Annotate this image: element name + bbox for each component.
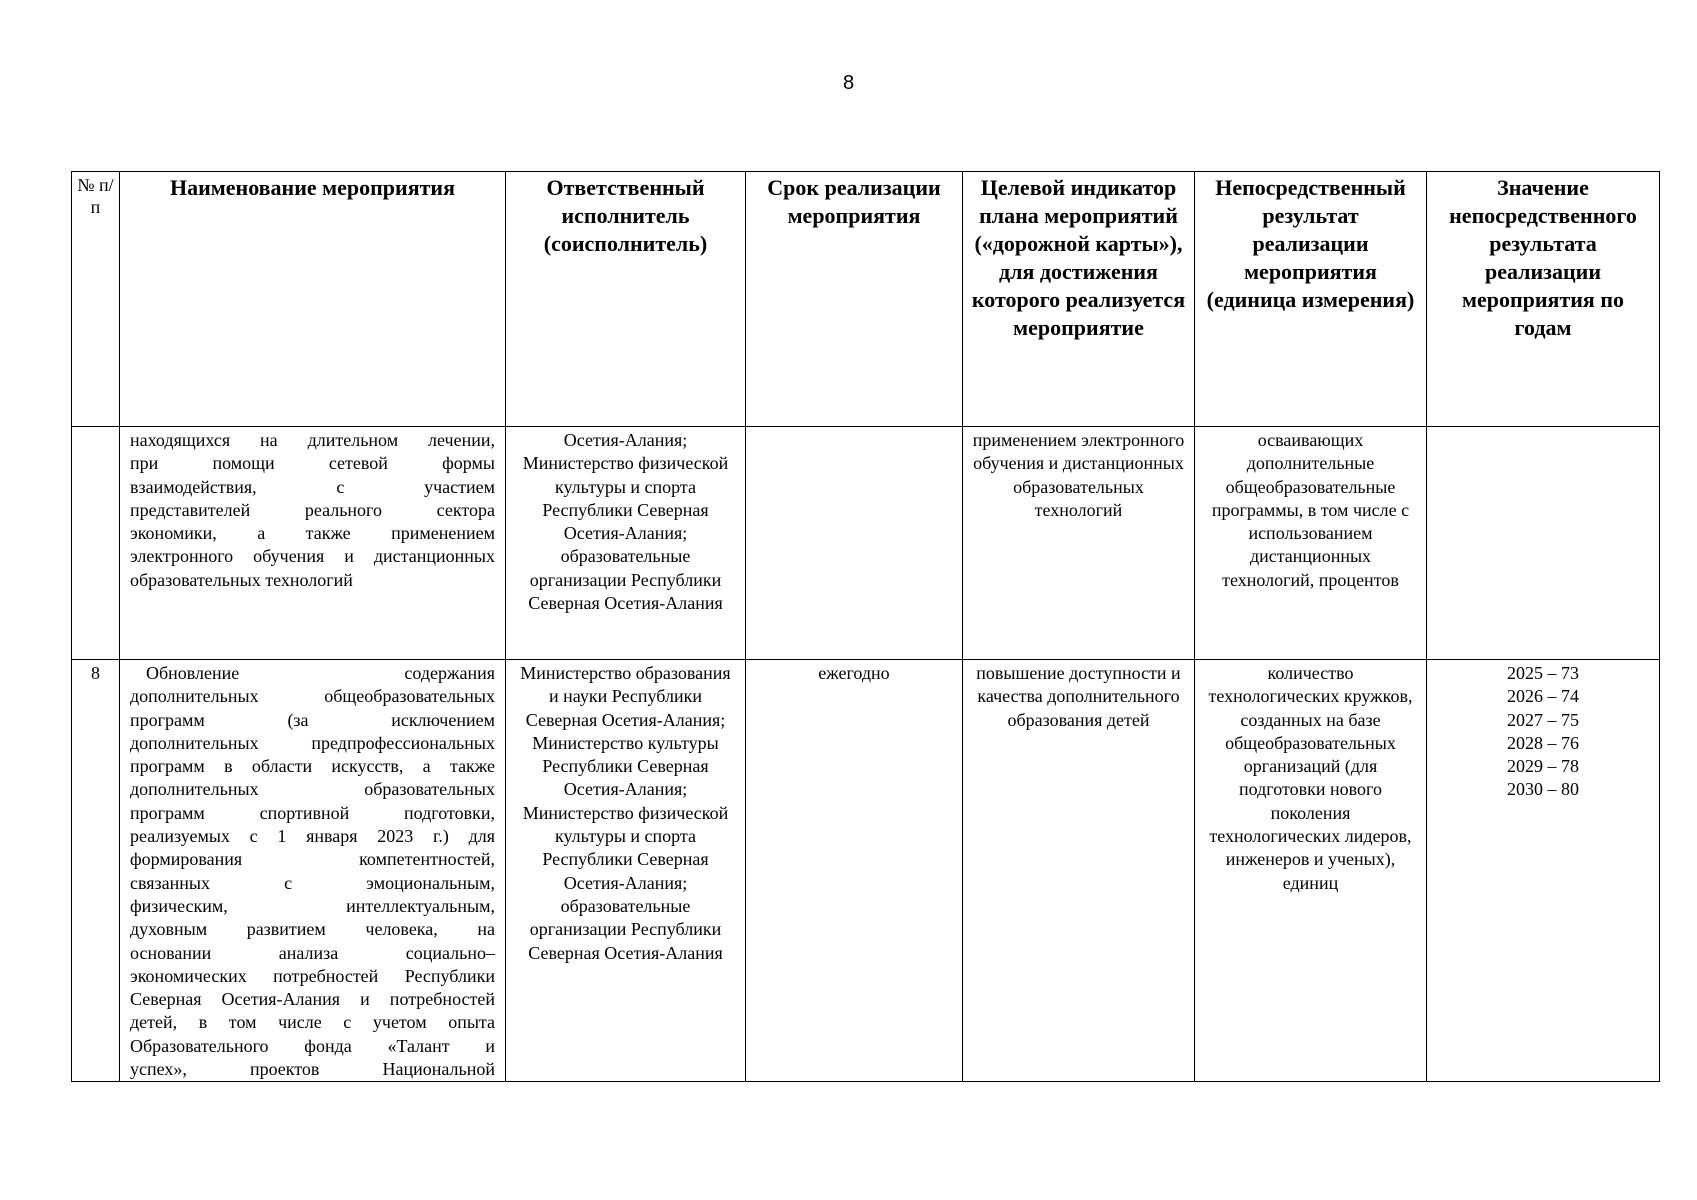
header-term: Срок реализации мероприятия [746,172,963,427]
year-value: 2029 – 78 [1507,756,1579,777]
name-line: находящихся на длительном лечении, [130,430,495,450]
name-line: Северная Осетия-Алания и потребностей [130,989,495,1010]
year-value: 2030 – 80 [1507,779,1579,800]
page-number: 8 [842,72,855,94]
row-num [72,427,120,660]
year-value: 2025 – 73 [1507,663,1579,683]
name-line: успех», проектов Национальной [130,1059,495,1080]
row-values [1427,427,1660,660]
action-plan-table [71,171,1660,1082]
row-num: 8 [72,660,120,1082]
name-line: программ в области искусств, а также [130,756,495,777]
year-value: 2027 – 75 [1507,709,1579,730]
row-name [120,660,506,1082]
row-indicator: применением электронного обучения и дистанционных образовательных технологий [963,427,1195,660]
header-name: Наименование мероприятия [120,172,506,427]
name-line: формирования компетентностей, [130,849,495,870]
row-result: количество технологических кружков, созданных на базе общеобразовательных организаций (для подготовки нового поколения технологических лидеров, инженеров и ученых), единиц [1195,660,1427,1082]
name-line: детей, в том числе с учетом опыта [130,1012,495,1033]
table-header-row [72,172,1660,427]
name-line: программ спортивной подготовки, [130,802,495,823]
header-responsible: Ответственный исполнитель (соисполнитель) [506,172,746,427]
name-line: при помощи сетевой формы [130,453,495,474]
name-line: Обновление содержания [146,663,495,683]
header-indicator: Целевой индикатор плана мероприятий («дорожной карты»), для достижения которого реализуется мероприятие [963,172,1195,427]
name-line: дополнительных общеобразовательных [130,686,495,707]
row-name [120,427,506,660]
name-line: Образовательного фонда «Талант и [130,1035,495,1056]
name-line: электронного обучения и дистанционных [130,546,495,567]
name-line: физическим, интеллектуальным, [130,895,495,916]
name-line: дополнительных образовательных [130,779,495,800]
header-result: Непосредственный результат реализации мероприятия (единица измерения) [1195,172,1427,427]
name-line: образовательных технологий [130,569,353,590]
row-result: осваивающих дополнительные общеобразовательные программы, в том числе с использованием дистанционных технологий, процентов [1195,427,1427,660]
name-line: представителей реального сектора [130,499,495,520]
name-line: экономических потребностей Республики [130,965,495,986]
name-line: дополнительных предпрофессиональных [130,732,495,753]
name-line: взаимодействия, с участием [130,476,495,497]
row-indicator: повышение доступности и качества дополнительного образования детей [963,660,1195,1082]
year-value: 2026 – 74 [1507,686,1579,707]
row-responsible: Осетия-Алания; Министерство физической культуры и спорта Республики Северная Осетия-Алания; образовательные организации Республики Северная Осетия-Алания [506,427,746,660]
name-line: реализуемых с 1 января 2023 г.) для [130,826,495,847]
name-line: экономики, а также применением [130,523,495,544]
name-line: основании анализа социально– [130,942,495,963]
year-value: 2028 – 76 [1507,732,1579,753]
row-responsible: Министерство образования и науки Республики Северная Осетия-Алания; Министерство культуры Республики Северная Осетия-Алания; Министерство физической культуры и спорта Республики Северная Осетия-Алания; образовательные организации Республики Северная Осетия-Алания [506,660,746,1082]
name-line: связанных с эмоциональным, [130,872,495,893]
row-values [1427,660,1660,1082]
row-term: ежегодно [746,660,963,1082]
name-line: духовным развитием человека, на [130,919,495,940]
header-values: Значение непосредственного результата реализации мероприятия по годам [1427,172,1660,427]
table-row [72,660,1660,1082]
row-term [746,427,963,660]
table-row [72,427,1660,660]
header-num: № п/п [72,172,120,427]
name-line: программ (за исключением [130,709,495,730]
